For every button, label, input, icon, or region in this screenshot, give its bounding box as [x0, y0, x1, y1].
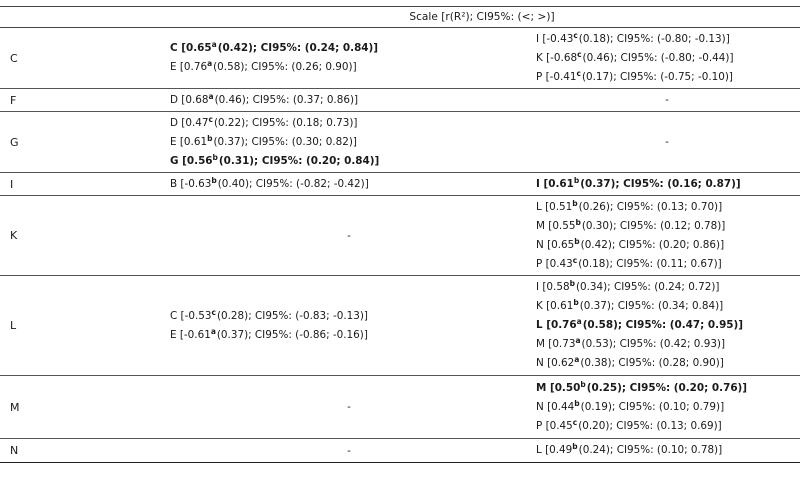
correlation-entry: E [0.76 $^a$ (0.58); CI95%: (0.26; 0.90)] — [170, 58, 528, 77]
correlation-entry: L [0.76 $^a$ (0.58); CI95%: (0.47; 0.95)] — [536, 316, 798, 335]
row-label: F — [0, 89, 164, 112]
entry-stats: (0.58); CI95%: (0.47; 0.95)] — [582, 319, 744, 331]
right-column-cell — [530, 28, 800, 89]
entry-value: E [-0.61 — [170, 328, 211, 341]
entry-stats: (0.19); CI95%: (0.10; 0.79)] — [580, 400, 725, 413]
row-label: M — [0, 376, 164, 439]
correlation-entry: C [0.65 $^a$ (0.42); CI95%: (0.24; 0.84)] — [170, 39, 528, 58]
table-row — [0, 89, 800, 112]
row-label: C — [0, 28, 164, 89]
right-column-cell — [530, 196, 800, 276]
right-column-cell — [530, 376, 800, 439]
empty-cell-dash: - — [347, 229, 351, 242]
cell-content — [536, 198, 798, 274]
cell-content — [536, 441, 798, 460]
cell-content — [170, 401, 528, 413]
left-column-cell — [164, 376, 530, 439]
table-row — [0, 276, 800, 376]
entry-value: N [0.65 — [536, 238, 575, 251]
left-column-cell — [164, 28, 530, 89]
correlation-entry: D [0.47 $^c$ (0.22); CI95%: (0.18; 0.73)] — [170, 114, 528, 133]
correlation-entry: I [0.61 $^b$ (0.37); CI95%: (0.16; 0.87)] — [536, 175, 798, 194]
entry-value: M [0.55 — [536, 219, 576, 232]
entry-stats: (0.37); CI95%: (0.30; 0.82)] — [213, 135, 357, 148]
entry-value: B [-0.63 — [170, 177, 212, 190]
cell-content — [536, 379, 798, 436]
correlation-entry: D [0.68 $^a$ (0.46); CI95%: (0.37; 0.86)] — [170, 91, 528, 110]
correlation-entry: M [0.73 $^a$ (0.53); CI95%: (0.42; 0.93)] — [536, 335, 798, 354]
correlation-entry: L [0.49 $^b$ (0.24); CI95%: (0.10; 0.78)] — [536, 441, 798, 460]
entry-value: N [0.62 — [536, 357, 575, 369]
right-column-cell — [530, 276, 800, 376]
correlation-entry: N [0.62 $^a$ (0.38); CI95%: (0.28; 0.90)] — [536, 354, 798, 373]
entry-stats: (0.18); CI95%: (0.11; 0.67)] — [578, 257, 722, 270]
empty-cell-dash: - — [665, 136, 669, 148]
left-column-cell — [164, 89, 530, 112]
correlation-entry: B [-0.63 $^b$ (0.40); CI95%: (-0.82; -0.42)] — [170, 175, 528, 194]
entry-value: E [0.61 — [170, 135, 208, 148]
left-column-cell — [164, 196, 530, 276]
table-row — [0, 376, 800, 439]
empty-cell-dash: - — [665, 94, 669, 106]
cell-content — [536, 278, 798, 373]
table-row — [0, 112, 800, 173]
cell-content — [536, 30, 798, 87]
entry-stats: (0.37); CI95%: (-0.86; -0.16)] — [216, 328, 368, 341]
row-label: N — [0, 439, 164, 463]
entry-stats: (0.42); CI95%: (0.20; 0.86)] — [580, 238, 725, 251]
entry-stats: (0.31); CI95%: (0.20; 0.84)] — [218, 154, 380, 167]
right-column-cell — [530, 112, 800, 173]
entry-value: D [0.47 — [170, 116, 209, 129]
entry-value: I [0.58 — [536, 281, 570, 293]
correlation-entry: C [-0.53 $^c$ (0.28); CI95%: (-0.83; -0.13)] — [170, 307, 528, 326]
cell-content — [536, 136, 798, 148]
entry-value: K [-0.68 — [536, 51, 578, 64]
entry-stats: (0.25); CI95%: (0.20; 0.76)] — [586, 381, 748, 394]
entry-value: L [0.51 — [536, 200, 573, 213]
right-column-cell — [530, 89, 800, 112]
correlation-entry: P [0.43 $^c$ (0.18); CI95%: (0.11; 0.67)] — [536, 255, 798, 274]
entry-value: P [0.43 — [536, 257, 573, 270]
entry-value: P [0.45 — [536, 419, 573, 432]
entry-value: N [0.44 — [536, 400, 575, 413]
entry-value: C [0.65 — [170, 42, 212, 54]
correlation-entry: M [0.55 $^b$ (0.30); CI95%: (0.12; 0.78)] — [536, 217, 798, 236]
header-spacer — [0, 7, 164, 28]
entry-value: D [0.68 — [170, 93, 209, 106]
entry-value: P [-0.41 — [536, 70, 577, 83]
entry-stats: (0.38); CI95%: (0.28; 0.90)] — [580, 357, 724, 369]
entry-stats: (0.40); CI95%: (-0.82; -0.42)] — [217, 177, 369, 190]
entry-value: M [0.50 — [536, 381, 581, 394]
entry-value: L [0.76 — [536, 319, 577, 331]
entry-stats: (0.53); CI95%: (0.42; 0.93)] — [581, 338, 726, 350]
row-label: I — [0, 173, 164, 196]
entry-stats: (0.18); CI95%: (-0.80; -0.13)] — [578, 32, 730, 45]
cell-content — [536, 94, 798, 106]
correlation-entry: M [0.50 $^b$ (0.25); CI95%: (0.20; 0.76)] — [536, 379, 798, 398]
correlation-entry: I [0.58 $^b$ (0.34); CI95%: (0.24; 0.72)] — [536, 278, 798, 297]
right-column-cell — [530, 173, 800, 196]
entry-stats: (0.46); CI95%: (-0.80; -0.44)] — [582, 51, 734, 64]
correlation-entry: N [0.65 $^b$ (0.42); CI95%: (0.20; 0.86)] — [536, 236, 798, 255]
entry-stats: (0.30); CI95%: (0.12; 0.78)] — [581, 219, 726, 232]
correlation-entry: P [-0.41 $^c$ (0.17); CI95%: (-0.75; -0.10)] — [536, 68, 798, 87]
cell-content — [170, 91, 528, 110]
table-row — [0, 196, 800, 276]
entry-stats: (0.22); CI95%: (0.18; 0.73)] — [213, 116, 358, 129]
entry-stats: (0.28); CI95%: (-0.83; -0.13)] — [216, 309, 368, 322]
cell-content — [170, 230, 528, 242]
scale-header: Scale [r(R²); CI95%: (<; >)] — [164, 7, 800, 28]
correlation-entry: L [0.51 $^b$ (0.26); CI95%: (0.13; 0.70)] — [536, 198, 798, 217]
entry-value: I [-0.43 — [536, 32, 574, 45]
entry-stats: (0.42); CI95%: (0.24; 0.84)] — [217, 42, 379, 54]
row-label: K — [0, 196, 164, 276]
empty-cell-dash: - — [347, 444, 351, 457]
correlation-entry: E [-0.61 $^a$ (0.37); CI95%: (-0.86; -0.16)] — [170, 326, 528, 345]
entry-stats: (0.58); CI95%: (0.26; 0.90)] — [213, 61, 357, 73]
row-label: L — [0, 276, 164, 376]
cell-content — [170, 39, 528, 77]
cell-content — [536, 175, 798, 194]
entry-stats: (0.24); CI95%: (0.10; 0.78)] — [578, 444, 723, 456]
entry-value: L [0.49 — [536, 444, 573, 456]
entry-value: K [0.61 — [536, 300, 574, 312]
left-column-cell — [164, 112, 530, 173]
right-column-cell — [530, 439, 800, 463]
table-row — [0, 173, 800, 196]
correlation-table — [0, 6, 800, 463]
entry-value: E [0.76 — [170, 61, 208, 73]
left-column-cell — [164, 173, 530, 196]
correlation-entry: K [-0.68 $^c$ (0.46); CI95%: (-0.80; -0.44)] — [536, 49, 798, 68]
entry-value: M [0.73 — [536, 338, 576, 350]
entry-stats: (0.37); CI95%: (0.16; 0.87)] — [580, 177, 741, 190]
cell-content — [170, 175, 528, 194]
row-label: G — [0, 112, 164, 173]
entry-stats: (0.17); CI95%: (-0.75; -0.10)] — [581, 70, 733, 83]
empty-cell-dash: - — [347, 401, 351, 413]
entry-value: I [0.61 — [536, 177, 574, 190]
correlation-entry: I [-0.43 $^c$ (0.18); CI95%: (-0.80; -0.13)] — [536, 30, 798, 49]
cell-content — [170, 114, 528, 171]
cell-content — [170, 307, 528, 345]
correlation-entry: P [0.45 $^c$ (0.20); CI95%: (0.13; 0.69)] — [536, 417, 798, 436]
correlation-entry: N [0.44 $^b$ (0.19); CI95%: (0.10; 0.79)] — [536, 398, 798, 417]
left-column-cell — [164, 276, 530, 376]
entry-stats: (0.26); CI95%: (0.13; 0.70)] — [578, 200, 723, 213]
entry-value: G [0.56 — [170, 154, 213, 167]
entry-value: C [-0.53 — [170, 309, 212, 322]
header-row — [0, 7, 800, 28]
cell-content — [170, 445, 528, 457]
correlation-entry: K [0.61 $^b$ (0.37); CI95%: (0.34; 0.84)] — [536, 297, 798, 316]
entry-stats: (0.34); CI95%: (0.24; 0.72)] — [575, 281, 720, 293]
table-body — [0, 28, 800, 463]
entry-stats: (0.46); CI95%: (0.37; 0.86)] — [214, 93, 359, 106]
table-row — [0, 439, 800, 463]
table-row — [0, 28, 800, 89]
correlation-entry: G [0.56 $^b$ (0.31); CI95%: (0.20; 0.84)] — [170, 152, 528, 171]
entry-stats: (0.37); CI95%: (0.34; 0.84)] — [579, 300, 724, 312]
correlation-entry: E [0.61 $^b$ (0.37); CI95%: (0.30; 0.82)] — [170, 133, 528, 152]
table-header — [0, 7, 800, 28]
entry-stats: (0.20); CI95%: (0.13; 0.69)] — [578, 419, 722, 432]
left-column-cell — [164, 439, 530, 463]
